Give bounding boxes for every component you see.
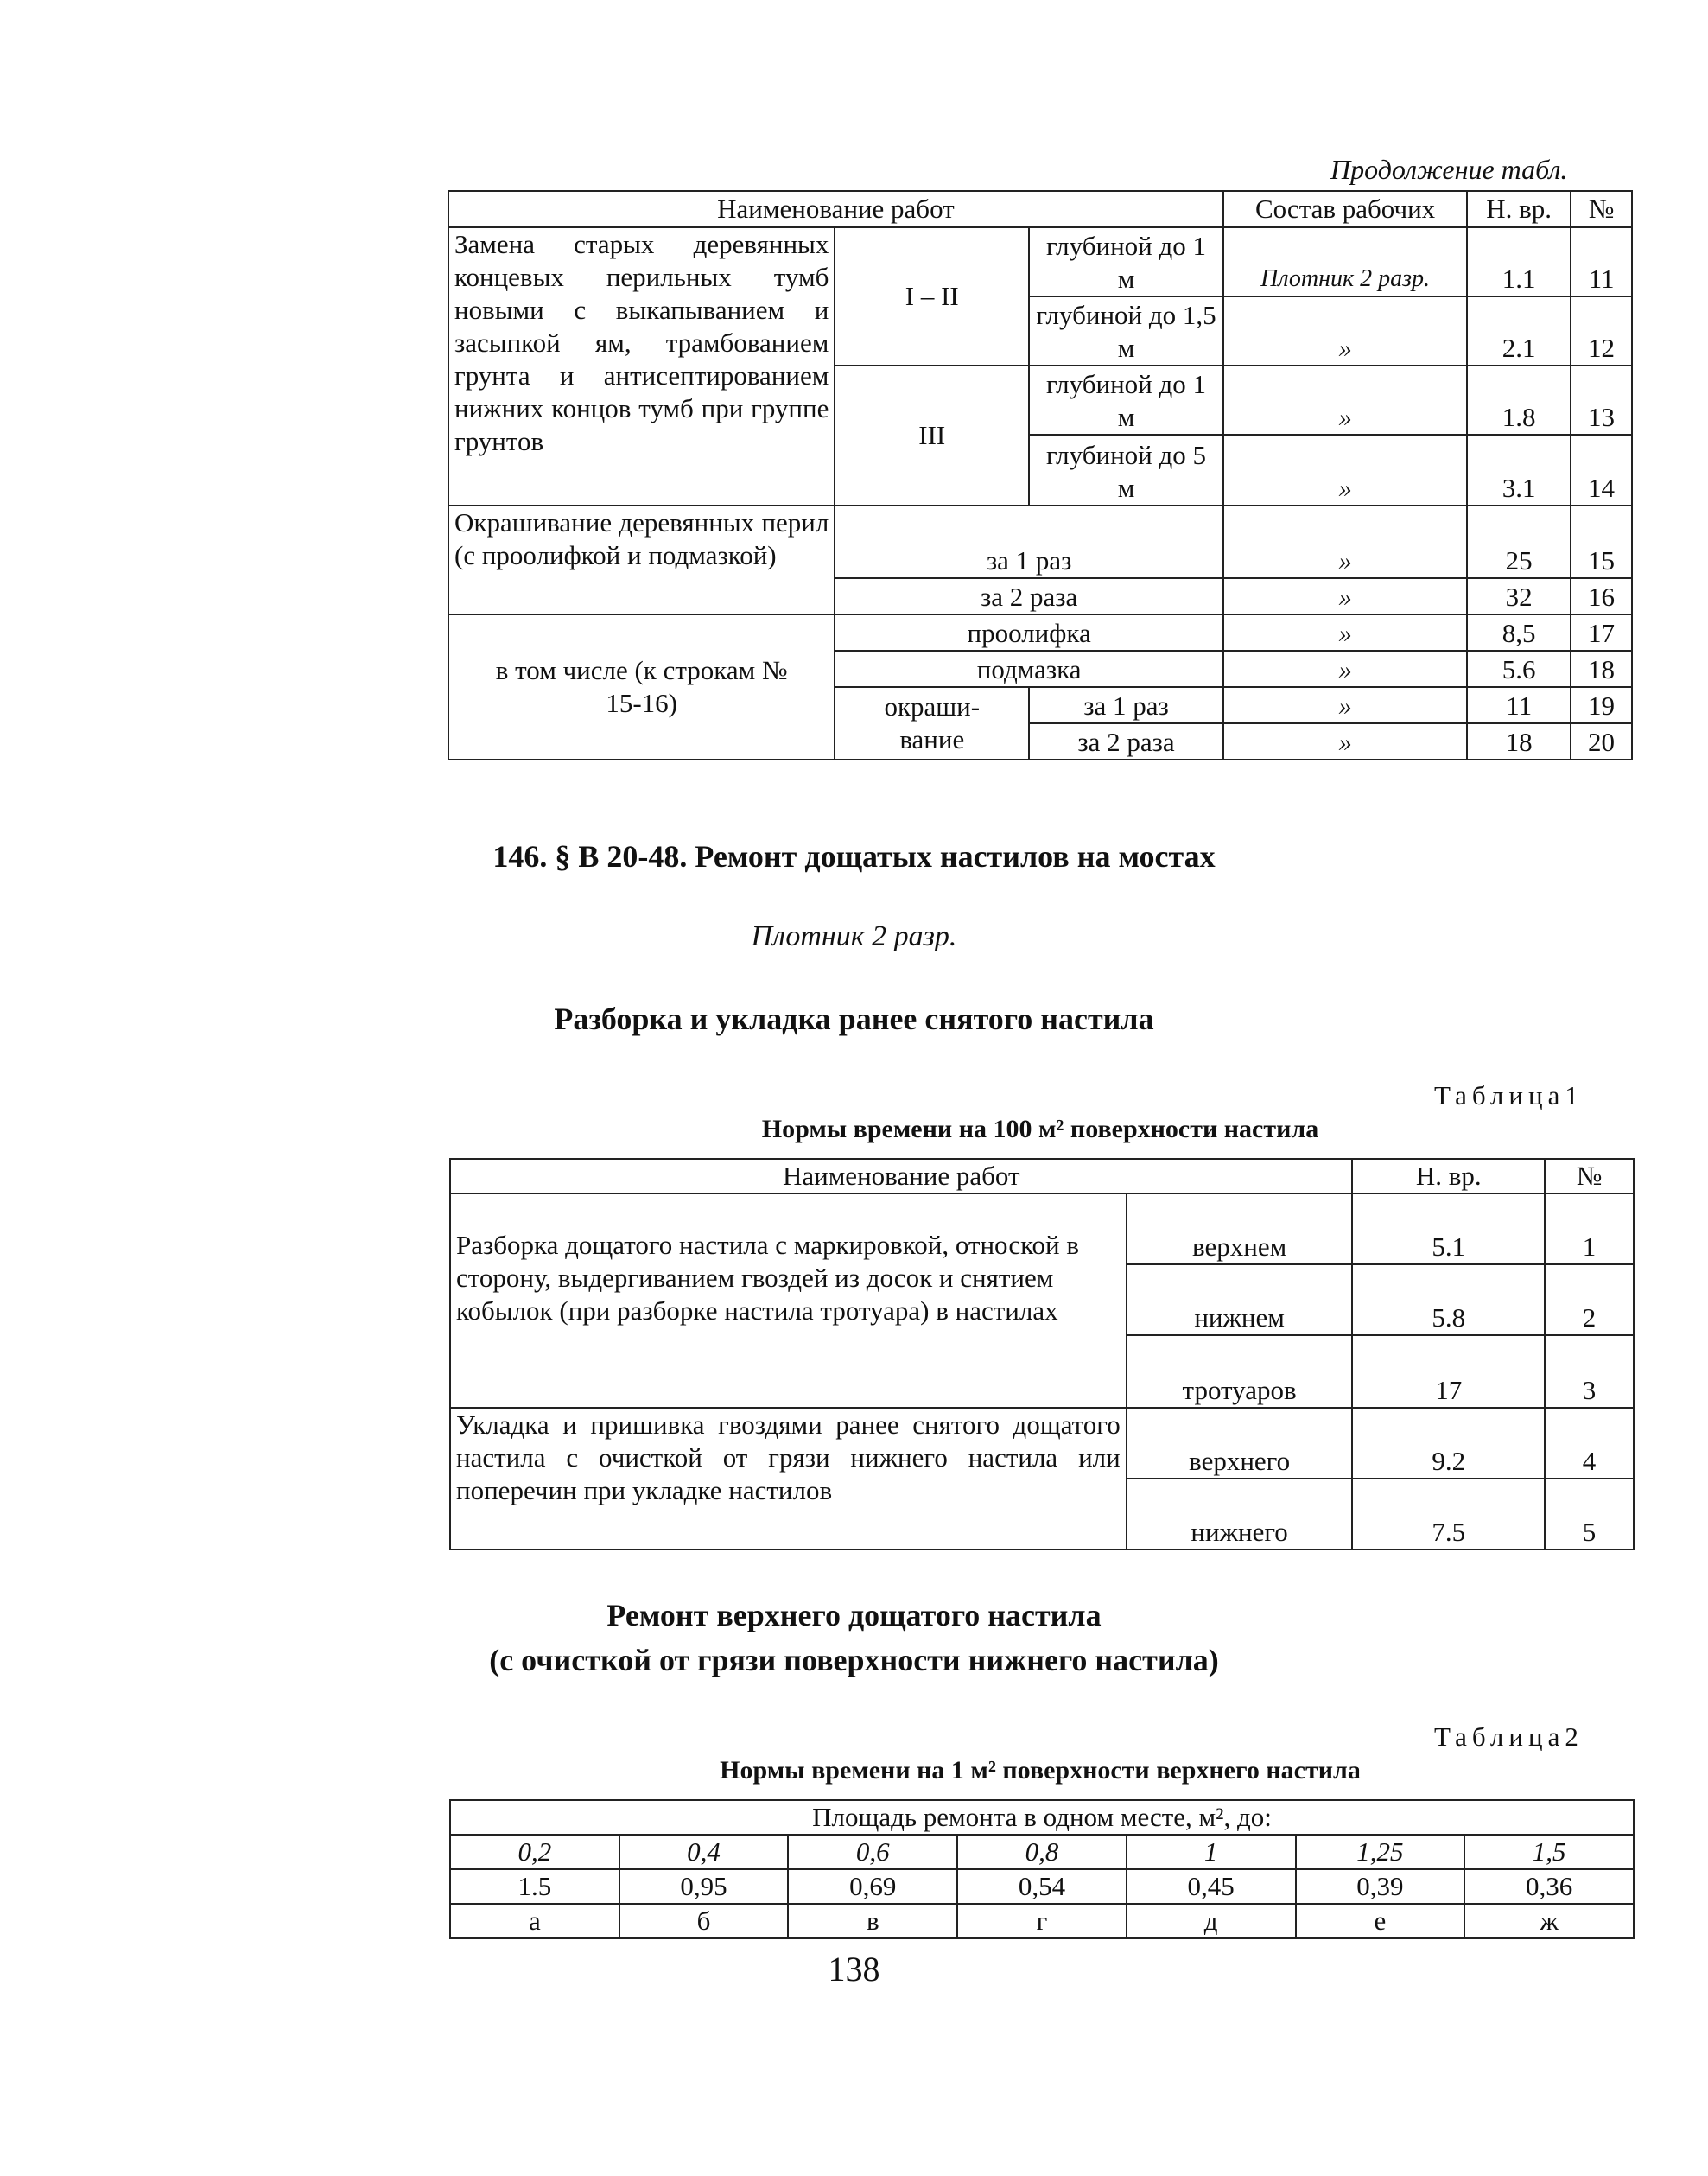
table-header-row bbox=[450, 1800, 1634, 1835]
number-cell: 4 bbox=[1545, 1408, 1634, 1479]
number-cell: 14 bbox=[1571, 435, 1632, 506]
norm-cell: 1.1 bbox=[1467, 227, 1571, 296]
table-row-letters bbox=[450, 1904, 1634, 1938]
table-row bbox=[448, 506, 1632, 578]
position-label: верхнем bbox=[1127, 1193, 1353, 1264]
area-header: Площадь ремонта в одном месте, м², до: bbox=[450, 1800, 1634, 1835]
norm-cell: 5.8 bbox=[1352, 1264, 1545, 1335]
laying-description: Укладка и пришивка гвоздями ранее снятого дощатого настила с очисткой от грязи нижнего настила или поперечин при укладке настилов bbox=[450, 1408, 1127, 1549]
norm-cell: 11 bbox=[1467, 687, 1571, 723]
header-number: № bbox=[1571, 191, 1632, 227]
number-cell: 3 bbox=[1545, 1335, 1634, 1408]
depth-cell: глубиной до 5 м bbox=[1029, 435, 1223, 506]
norm-cell: 0,45 bbox=[1127, 1869, 1296, 1904]
number-cell: 11 bbox=[1571, 227, 1632, 296]
table-row-areas bbox=[450, 1835, 1634, 1869]
workers-cell: » bbox=[1223, 578, 1467, 614]
number-cell: 16 bbox=[1571, 578, 1632, 614]
norm-cell: 0,95 bbox=[619, 1869, 789, 1904]
header-norm: Н. вр. bbox=[1467, 191, 1571, 227]
subsection-title-2a: Ремонт верхнего дощатого настила bbox=[606, 1598, 1102, 1632]
norm-cell: 3.1 bbox=[1467, 435, 1571, 506]
norm-cell: 9.2 bbox=[1352, 1408, 1545, 1479]
including-label: проолифка bbox=[835, 614, 1223, 651]
paint-count-label: за 1 раз bbox=[1029, 687, 1223, 723]
soil-group-2: III bbox=[835, 366, 1029, 506]
position-label: нижнего bbox=[1127, 1479, 1353, 1549]
norm-cell: 0,69 bbox=[788, 1869, 957, 1904]
workers-cell: » bbox=[1223, 723, 1467, 760]
soil-group-1: I – II bbox=[835, 227, 1029, 366]
workers-cell: » bbox=[1223, 366, 1467, 435]
workers-cell: » bbox=[1223, 614, 1467, 651]
position-label: нижнем bbox=[1127, 1264, 1353, 1335]
header-work-name: Наименование работ bbox=[450, 1159, 1352, 1193]
paint-label: окраши-вание bbox=[835, 687, 1029, 760]
subsection-title-1: Разборка и укладка ранее снятого настила bbox=[554, 1002, 1154, 1036]
painting-label: за 2 раза bbox=[835, 578, 1223, 614]
norms-table-2 bbox=[449, 1799, 1635, 1939]
norm-cell: 32 bbox=[1467, 578, 1571, 614]
letter-cell: а bbox=[450, 1904, 619, 1938]
table-row bbox=[448, 614, 1632, 651]
table-header-row bbox=[450, 1159, 1634, 1193]
number-cell: 13 bbox=[1571, 366, 1632, 435]
table2-title: Нормы времени на 1 м² поверхности верхнего настила bbox=[720, 1756, 1361, 1785]
number-cell: 17 bbox=[1571, 614, 1632, 651]
norm-cell: 0,39 bbox=[1296, 1869, 1465, 1904]
norm-cell: 25 bbox=[1467, 506, 1571, 578]
workers-cell: » bbox=[1223, 435, 1467, 506]
letter-cell: ж bbox=[1464, 1904, 1634, 1938]
area-cell: 0,6 bbox=[788, 1835, 957, 1869]
area-cell: 0,4 bbox=[619, 1835, 789, 1869]
norms-table-continued bbox=[448, 190, 1633, 760]
replacement-description: Замена старых деревянных концевых перильных тумб новыми с выкапыванием и засыпкой ям, трамбованием грунта и антисептированием нижних концов тумб при группе грунтов bbox=[448, 227, 835, 506]
norm-cell: 5.1 bbox=[1352, 1193, 1545, 1264]
letter-cell: е bbox=[1296, 1904, 1465, 1938]
letter-cell: д bbox=[1127, 1904, 1296, 1938]
table-row-norms bbox=[450, 1869, 1634, 1904]
including-label: подмазка bbox=[835, 651, 1223, 687]
letter-cell: б bbox=[619, 1904, 789, 1938]
table-row bbox=[448, 227, 1632, 296]
norm-cell: 8,5 bbox=[1467, 614, 1571, 651]
position-label: тротуаров bbox=[1127, 1335, 1353, 1408]
table1-title: Нормы времени на 100 м² поверхности настила bbox=[761, 1115, 1319, 1143]
norm-cell: 1.5 bbox=[450, 1869, 619, 1904]
norm-cell: 17 bbox=[1352, 1335, 1545, 1408]
page-number: 138 bbox=[828, 1950, 880, 1988]
including-description: в том числе (к строкам № 15-16) bbox=[448, 614, 835, 760]
number-cell: 2 bbox=[1545, 1264, 1634, 1335]
norm-cell: 2.1 bbox=[1467, 296, 1571, 366]
header-workers: Состав рабочих bbox=[1223, 191, 1467, 227]
number-cell: 1 bbox=[1545, 1193, 1634, 1264]
table2-label: Таблица2 bbox=[1434, 1721, 1584, 1752]
disassembly-description: Разборка дощатого настила с маркировкой, отноской в сторону, выдергиванием гвоздей из досок и снятием кобылок (при разборке настила тротуара) в настилах bbox=[450, 1193, 1127, 1408]
area-cell: 0,2 bbox=[450, 1835, 619, 1869]
header-number: № bbox=[1545, 1159, 1634, 1193]
header-norm: Н. вр. bbox=[1352, 1159, 1545, 1193]
header-work-name: Наименование работ bbox=[448, 191, 1223, 227]
depth-cell: глубиной до 1 м bbox=[1029, 366, 1223, 435]
norms-table-1 bbox=[449, 1158, 1635, 1550]
area-cell: 1 bbox=[1127, 1835, 1296, 1869]
workers-cell: » bbox=[1223, 296, 1467, 366]
workers-cell: » bbox=[1223, 651, 1467, 687]
number-cell: 12 bbox=[1571, 296, 1632, 366]
worker-category: Плотник 2 разр. bbox=[751, 920, 957, 952]
workers-cell: Плотник 2 разр. bbox=[1223, 227, 1467, 296]
norm-cell: 18 bbox=[1467, 723, 1571, 760]
norm-cell: 7.5 bbox=[1352, 1479, 1545, 1549]
workers-cell: » bbox=[1223, 506, 1467, 578]
norm-cell: 1.8 bbox=[1467, 366, 1571, 435]
painting-label: за 1 раз bbox=[835, 506, 1223, 578]
section-title: 146. § В 20-48. Ремонт дощатых настилов на мостах bbox=[492, 839, 1216, 874]
area-cell: 0,8 bbox=[957, 1835, 1127, 1869]
depth-cell: глубиной до 1 м bbox=[1029, 227, 1223, 296]
subsection-title-2b: (с очисткой от грязи поверхности нижнего настила) bbox=[489, 1643, 1219, 1677]
continuation-label: Продолжение табл. bbox=[1330, 154, 1568, 185]
norm-cell: 0,54 bbox=[957, 1869, 1127, 1904]
letter-cell: г bbox=[957, 1904, 1127, 1938]
position-label: верхнего bbox=[1127, 1408, 1353, 1479]
number-cell: 5 bbox=[1545, 1479, 1634, 1549]
norm-cell: 5.6 bbox=[1467, 651, 1571, 687]
letter-cell: в bbox=[788, 1904, 957, 1938]
number-cell: 20 bbox=[1571, 723, 1632, 760]
depth-cell: глубиной до 1,5 м bbox=[1029, 296, 1223, 366]
painting-description: Окрашивание деревянных перил (с проолифкой и подмазкой) bbox=[448, 506, 835, 614]
area-cell: 1,5 bbox=[1464, 1835, 1634, 1869]
workers-cell: » bbox=[1223, 687, 1467, 723]
table-row bbox=[450, 1408, 1634, 1479]
table-row bbox=[450, 1193, 1634, 1264]
table-header-row bbox=[448, 191, 1632, 227]
area-cell: 1,25 bbox=[1296, 1835, 1465, 1869]
paint-count-label: за 2 раза bbox=[1029, 723, 1223, 760]
norm-cell: 0,36 bbox=[1464, 1869, 1634, 1904]
number-cell: 15 bbox=[1571, 506, 1632, 578]
table1-label: Таблица1 bbox=[1434, 1080, 1584, 1110]
number-cell: 18 bbox=[1571, 651, 1632, 687]
number-cell: 19 bbox=[1571, 687, 1632, 723]
